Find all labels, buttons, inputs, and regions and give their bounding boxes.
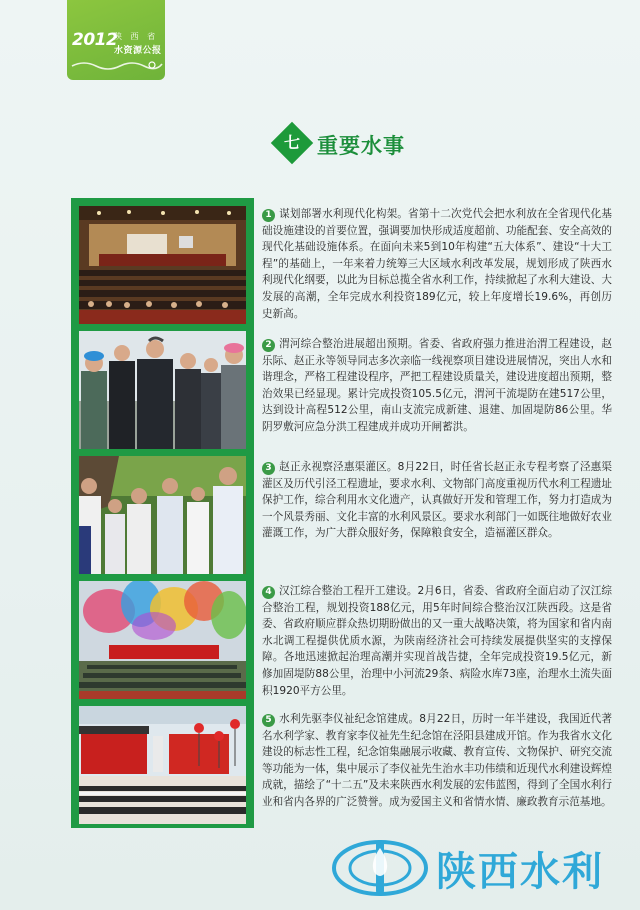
- meeting-hall-photo: [79, 206, 246, 324]
- photo-panel: [71, 198, 254, 828]
- water-drop-logo-icon: [330, 836, 430, 898]
- memorial-hall-opening-photo: [79, 706, 246, 824]
- event-item-1: [262, 206, 612, 322]
- groundbreaking-ceremony-photo: [79, 581, 246, 699]
- irrigation-visit-photo: [79, 456, 246, 574]
- event-item-4: [262, 583, 612, 699]
- site-inspection-photo: [79, 331, 246, 449]
- item-number-3: 3: [262, 462, 275, 475]
- item-text-4: 汉江综合整治工程开工建设。2月6日，省委、省政府全面启动了汉江综合整治工程，规划投资188亿元，用5年时间综合整治汉江陕西段。这是省委、省政府顺应群众热切期盼做出的又一重大战略决策，将为国家和省内南水北调工程提供优质水源，为陕南经济社会可持续发展提供坚实的支撑保障。各地迅速掀起治理高潮并实现首战告捷，全年完成投资19.5亿元，新修加固堤防88公里，治理中小河流29条、病险水库73座，治理水土流失面积1920平方公里。: [262, 585, 612, 697]
- section-title: 重要水事: [317, 134, 405, 158]
- report-title: 水资源公报: [114, 46, 162, 56]
- item-number-4: 4: [262, 586, 275, 599]
- item-number-2: 2: [262, 339, 275, 352]
- item-number-1: 1: [262, 209, 275, 222]
- report-province: 陕 西 省: [114, 32, 159, 41]
- event-item-5: [262, 711, 612, 811]
- item-text-5: 水利先驱李仪祉纪念馆建成。8月22日，历时一年半建设，我国近代著名水利学家、教育家李仪祉先生纪念馆在泾阳县建成开馆。作为我省水文化建设的标志性工程，纪念馆集融展示收藏、教育宣传、文物保护、研究交流等功能为一体，集中展示了李仪祉先生治水丰功伟绩和近现代水利建设辉煌成就，描绘了“十二五”及未来陕西水利发展的宏伟蓝图，得到了全国水利行业和省内各界的广泛赞誉。成为爱国主义和省情水情、廉政教育示范基地。: [262, 713, 612, 808]
- event-item-2: [262, 336, 612, 436]
- logo-text: 陕西水利: [436, 849, 604, 895]
- event-item-3: [262, 459, 612, 542]
- item-number-5: 5: [262, 714, 275, 727]
- item-text-3: 赵正永视察泾惠渠灌区。8月22日，时任省长赵正永专程考察了泾惠渠灌区及历代引泾工程遗址，要求水利、文物部门高度重视历代水利工程遗址保护工作，综合利用水文化遗产，认真做好开发和管理工作，努力打造成为一个风景秀丽、文化丰富的水利风景区。要求水利部门一如既往地做好农业灌溉工作，为广大群众服好务，保障粮食安全，造福灌区群众。: [262, 461, 612, 540]
- report-year: 2012: [72, 30, 118, 50]
- item-text-1: 谋划部署水利现代化构架。省第十二次党代会把水利放在全省现代化基础设施建设的首要位置，强调要加快形成适度超前、功能配套、安全高效的现代化基础设施体系。在面向未来5到10年构建“五大体系”、建设“十大工程”的基础上，一年来着力统筹三大区域水利改革发展，规划形成了陕西水利现代化纲要，以此为目标总揽全省水利工作，持续掀起了水利大建设、大发展的高潮，全年完成水利投资189亿元，较上年度增长19.6%，再创历史新高。: [262, 208, 612, 320]
- section-number: 七: [283, 133, 300, 152]
- header-swirl-icon: [70, 58, 164, 72]
- shaanxi-water-logo: [330, 836, 630, 898]
- item-text-2: 渭河综合整治进展超出预期。省委、省政府强力推进治渭工程建设，赵乐际、赵正永等领导同志多次亲临一线视察项目建设进展情况，突出人水和谐理念，严格工程建设程序，严把工程建设质量关，建设进度超出预期，整治效果已经显现。累计完成投资105.5亿元，渭河干流堤防在建517公里，达到设计高程512公里，南山支流完成新建、退建、加固堤防86公里。华阴罗敷河应急分洪工程建成并成功开闸蓄洪。: [262, 338, 612, 433]
